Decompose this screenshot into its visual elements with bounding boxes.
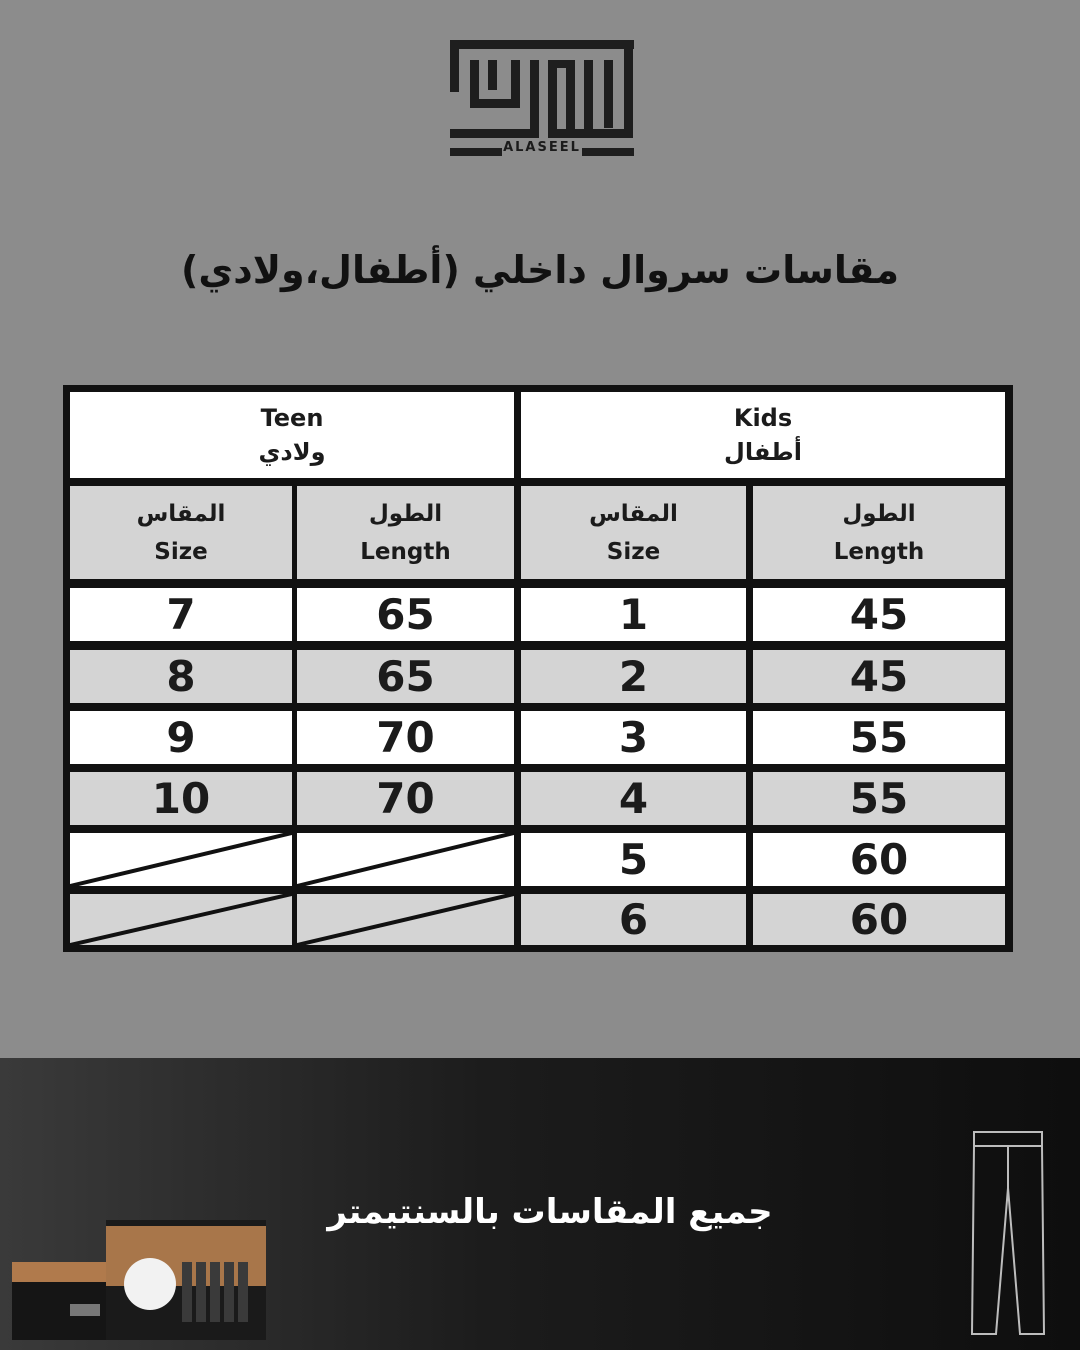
group-header-teen-ar: ولادي xyxy=(258,438,326,466)
table-cell: 10 xyxy=(70,772,292,825)
table-cell: 45 xyxy=(753,588,1005,641)
size-table xyxy=(63,385,1013,952)
page-title: مقاسات سروال داخلي (أطفال،ولادي) xyxy=(181,248,899,292)
table-cell: 9 xyxy=(70,711,292,764)
strikethrough-icon xyxy=(297,833,514,886)
table-cell: 2 xyxy=(521,650,746,703)
footer-note: جميع المقاسات بالسنتيمتر xyxy=(327,1192,773,1232)
table-cell: 8 xyxy=(70,650,292,703)
table-cell: 1 xyxy=(521,588,746,641)
table-cell: 65 xyxy=(297,650,514,703)
table-cell: 6 xyxy=(521,894,746,945)
column-header-kids-size: المقاس Size xyxy=(521,486,746,579)
table-cell: 65 xyxy=(297,588,514,641)
pants-icon xyxy=(966,1128,1050,1340)
group-header-teen-en: Teen xyxy=(260,404,324,432)
table-cell-empty xyxy=(70,894,292,945)
strikethrough-icon xyxy=(297,894,514,945)
group-header-kids-en: Kids xyxy=(733,404,793,432)
group-header-teen xyxy=(70,392,514,478)
table-cell-empty xyxy=(297,833,514,886)
column-header-teen-length: الطول Length xyxy=(297,486,514,579)
table-cell: 70 xyxy=(297,772,514,825)
column-header-teen-size: المقاس Size xyxy=(70,486,292,579)
table-cell: 70 xyxy=(297,711,514,764)
column-header-kids-length: الطول Length xyxy=(753,486,1005,579)
table-cell-empty xyxy=(297,894,514,945)
table-cell: 60 xyxy=(753,833,1005,886)
group-header-kids-ar: أطفال xyxy=(724,438,802,466)
table-cell: 5 xyxy=(521,833,746,886)
table-cell: 7 xyxy=(70,588,292,641)
table-cell: 55 xyxy=(753,772,1005,825)
table-cell: 3 xyxy=(521,711,746,764)
table-cell: 4 xyxy=(521,772,746,825)
table-cell: 45 xyxy=(753,650,1005,703)
group-header-kids xyxy=(521,392,1005,478)
strikethrough-icon xyxy=(70,833,292,886)
table-cell: 55 xyxy=(753,711,1005,764)
table-cell-empty xyxy=(70,833,292,886)
table-cell: 60 xyxy=(753,894,1005,945)
strikethrough-icon xyxy=(70,894,292,945)
brand-name: ALASEEL xyxy=(503,140,581,155)
product-box-icon xyxy=(10,1218,270,1344)
